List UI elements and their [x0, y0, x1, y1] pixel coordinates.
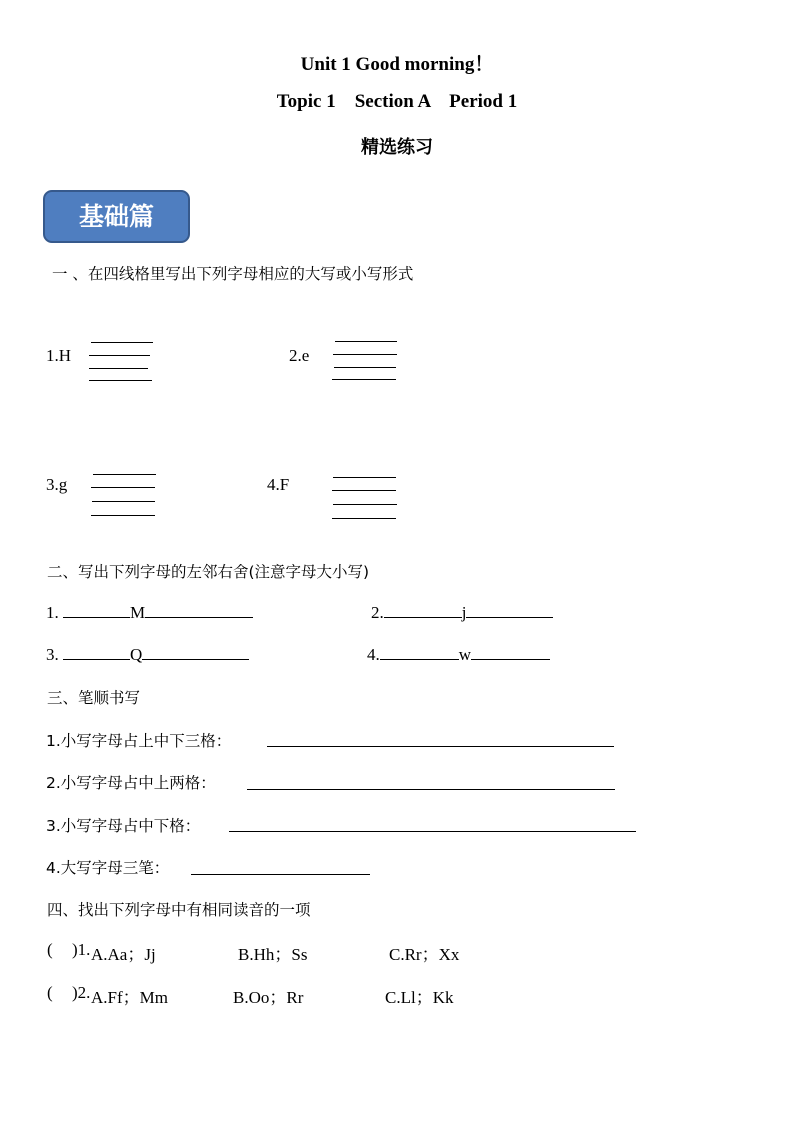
q4-paren[interactable]: ( [47, 940, 53, 959]
answer-blank[interactable] [466, 602, 553, 618]
q2-letter: w [458, 645, 472, 664]
q4-number: )1. [72, 940, 91, 959]
q2-item-2: 2. j [371, 602, 553, 623]
q2-heading: 二、写出下列字母的左邻右舍(注意字母大小写) [47, 563, 370, 581]
q1-item-1: 1.H [46, 346, 72, 365]
q4-option-a: A.Aa；Jj [91, 945, 156, 964]
q4-option-b: B.Hh；Ss [238, 945, 308, 964]
page-title: Unit 1 Good morning！ [300, 54, 494, 75]
answer-blank[interactable] [142, 644, 249, 660]
q2-letter: Q [130, 645, 143, 664]
q4-heading: 四、找出下列字母中有相同读音的一项 [47, 901, 311, 919]
q1-item-2: 2.e [289, 346, 310, 365]
q3-item-2: 2.小写字母占中上两格： [46, 774, 216, 792]
answer-line[interactable] [247, 789, 615, 790]
q2-item-4: 4. w [367, 644, 550, 665]
q3-item-3: 3.小写字母占中下格： [46, 817, 201, 835]
q1-heading: 一 、在四线格里写出下列字母相应的大写或小写形式 [52, 265, 414, 283]
answer-line[interactable] [191, 874, 370, 875]
q2-item-3: 3. Q [46, 644, 249, 665]
answer-blank[interactable] [63, 644, 130, 660]
answer-blank[interactable] [471, 644, 550, 660]
q2-letter: j [461, 603, 467, 622]
q4-option-c: C.Ll；Kk [385, 988, 454, 1007]
subtitle: 精选练习 [361, 137, 433, 158]
q1-item-4: 4.F [267, 475, 290, 494]
q4-option-a: A.Ff；Mm [91, 988, 168, 1007]
answer-blank[interactable] [380, 644, 459, 660]
answer-blank[interactable] [145, 602, 253, 618]
q3-heading: 三、笔顺书写 [47, 689, 141, 707]
section-badge: 基础篇 [43, 190, 190, 243]
q3-item-4: 4.大写字母三笔： [46, 859, 170, 877]
q4-option-c: C.Rr；Xx [389, 945, 460, 964]
topic-line: Topic 1 Section A Period 1 [276, 91, 518, 112]
q4-option-b: B.Oo；Rr [233, 988, 304, 1007]
q3-item-1: 1.小写字母占上中下三格： [46, 732, 232, 750]
q2-letter: M [130, 603, 146, 622]
q2-item-1: 1. M [46, 602, 253, 623]
answer-line[interactable] [229, 831, 636, 832]
q1-item-3: 3.g [46, 475, 68, 494]
answer-line[interactable] [267, 746, 614, 747]
q4-number: )2. [72, 983, 91, 1002]
answer-blank[interactable] [63, 602, 130, 618]
q4-paren[interactable]: ( [47, 983, 53, 1002]
answer-blank[interactable] [384, 602, 462, 618]
